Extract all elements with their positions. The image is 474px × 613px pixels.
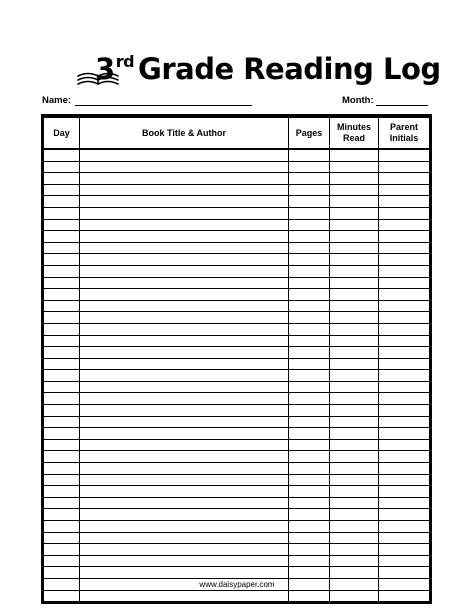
- book-title-cell[interactable]: [80, 405, 289, 417]
- day-cell[interactable]: [44, 242, 80, 254]
- day-cell[interactable]: [44, 521, 80, 533]
- book-title-cell[interactable]: [80, 300, 289, 312]
- minutes-read-cell[interactable]: [330, 219, 379, 231]
- day-cell[interactable]: [44, 196, 80, 208]
- table-row: [44, 219, 430, 231]
- parent-initials-cell[interactable]: [379, 486, 430, 498]
- table-row: [44, 161, 430, 173]
- parent-initials-cell[interactable]: [379, 393, 430, 405]
- table-row: [44, 265, 430, 277]
- pages-cell[interactable]: [289, 207, 330, 219]
- minutes-read-cell[interactable]: [330, 173, 379, 185]
- table-row: [44, 312, 430, 324]
- day-cell[interactable]: [44, 219, 80, 231]
- pages-cell[interactable]: [289, 428, 330, 440]
- table-row: [44, 428, 430, 440]
- day-cell[interactable]: [44, 463, 80, 475]
- parent-initials-cell[interactable]: [379, 509, 430, 521]
- book-title-cell[interactable]: [80, 335, 289, 347]
- minutes-read-cell[interactable]: [330, 265, 379, 277]
- parent-initials-cell[interactable]: [379, 405, 430, 417]
- book-title-cell[interactable]: [80, 428, 289, 440]
- minutes-read-cell[interactable]: [330, 347, 379, 359]
- book-title-cell[interactable]: [80, 521, 289, 533]
- book-title-cell[interactable]: [80, 393, 289, 405]
- pages-cell[interactable]: [289, 590, 330, 602]
- minutes-read-cell[interactable]: [330, 393, 379, 405]
- page-title: [95, 42, 441, 89]
- pages-cell[interactable]: [289, 439, 330, 451]
- parent-initials-cell[interactable]: [379, 451, 430, 463]
- book-title-cell[interactable]: [80, 312, 289, 324]
- pages-cell[interactable]: [289, 196, 330, 208]
- book-title-cell[interactable]: [80, 277, 289, 289]
- minutes-read-cell[interactable]: [330, 381, 379, 393]
- minutes-read-cell[interactable]: [330, 207, 379, 219]
- day-cell[interactable]: [44, 312, 80, 324]
- reading-log-table: [43, 116, 430, 602]
- pages-cell[interactable]: [289, 509, 330, 521]
- book-title-cell[interactable]: [80, 474, 289, 486]
- parent-initials-cell[interactable]: [379, 161, 430, 173]
- parent-initials-cell[interactable]: [379, 590, 430, 602]
- parent-initials-cell[interactable]: [379, 219, 430, 231]
- name-field[interactable]: [75, 105, 252, 106]
- table-row: [44, 207, 430, 219]
- parent-initials-cell[interactable]: [379, 497, 430, 509]
- book-title-cell[interactable]: [80, 289, 289, 301]
- minutes-read-cell[interactable]: [330, 323, 379, 335]
- table-row: [44, 277, 430, 289]
- table-row: [44, 381, 430, 393]
- table-row: [44, 486, 430, 498]
- minutes-read-cell[interactable]: [330, 428, 379, 440]
- pages-cell[interactable]: [289, 567, 330, 579]
- table-row: [44, 439, 430, 451]
- day-cell[interactable]: [44, 347, 80, 359]
- table-row: [44, 370, 430, 382]
- day-cell[interactable]: [44, 277, 80, 289]
- day-cell[interactable]: [44, 486, 80, 498]
- table-row: [44, 347, 430, 359]
- day-cell[interactable]: [44, 393, 80, 405]
- day-cell[interactable]: [44, 289, 80, 301]
- book-title-cell[interactable]: [80, 381, 289, 393]
- minutes-read-cell[interactable]: [330, 184, 379, 196]
- parent-initials-cell[interactable]: [379, 242, 430, 254]
- book-title-cell[interactable]: [80, 347, 289, 359]
- day-cell[interactable]: [44, 451, 80, 463]
- book-title-cell[interactable]: [80, 173, 289, 185]
- parent-initials-cell[interactable]: [379, 463, 430, 475]
- book-title-cell[interactable]: [80, 590, 289, 602]
- parent-initials-cell[interactable]: [379, 207, 430, 219]
- table-row: [44, 451, 430, 463]
- day-cell[interactable]: [44, 207, 80, 219]
- minutes-read-cell[interactable]: [330, 497, 379, 509]
- minutes-read-cell[interactable]: [330, 509, 379, 521]
- minutes-read-cell[interactable]: [330, 439, 379, 451]
- day-cell[interactable]: [44, 231, 80, 243]
- pages-cell[interactable]: [289, 289, 330, 301]
- book-title-cell[interactable]: [80, 265, 289, 277]
- minutes-read-cell[interactable]: [330, 532, 379, 544]
- pages-cell[interactable]: [289, 416, 330, 428]
- parent-initials-cell[interactable]: [379, 416, 430, 428]
- meta-row: [42, 92, 432, 108]
- parent-initials-cell[interactable]: [379, 532, 430, 544]
- day-cell[interactable]: [44, 381, 80, 393]
- book-title-cell[interactable]: [80, 463, 289, 475]
- table-row: [44, 335, 430, 347]
- parent-initials-cell[interactable]: [379, 277, 430, 289]
- column-header-parent-initials: Parent Initials: [379, 117, 430, 149]
- parent-initials-cell[interactable]: [379, 521, 430, 533]
- day-cell[interactable]: [44, 428, 80, 440]
- pages-cell[interactable]: [289, 532, 330, 544]
- day-cell[interactable]: [44, 254, 80, 266]
- table-row: [44, 463, 430, 475]
- parent-initials-cell[interactable]: [379, 428, 430, 440]
- table-row: [44, 184, 430, 196]
- name-label: Name:: [42, 95, 72, 106]
- parent-initials-cell[interactable]: [379, 265, 430, 277]
- parent-initials-cell[interactable]: [379, 474, 430, 486]
- pages-cell[interactable]: [289, 254, 330, 266]
- day-cell[interactable]: [44, 555, 80, 567]
- table-row: [44, 323, 430, 335]
- table-row: [44, 231, 430, 243]
- table-row: [44, 393, 430, 405]
- parent-initials-cell[interactable]: [379, 567, 430, 579]
- minutes-read-cell[interactable]: [330, 463, 379, 475]
- minutes-read-cell[interactable]: [330, 544, 379, 556]
- minutes-read-cell[interactable]: [330, 555, 379, 567]
- day-cell[interactable]: [44, 370, 80, 382]
- minutes-read-cell[interactable]: [330, 196, 379, 208]
- table-row: [44, 521, 430, 533]
- title-area: [0, 42, 474, 92]
- pages-cell[interactable]: [289, 173, 330, 185]
- pages-cell[interactable]: [289, 242, 330, 254]
- book-title-cell[interactable]: [80, 439, 289, 451]
- parent-initials-cell[interactable]: [379, 300, 430, 312]
- pages-cell[interactable]: [289, 405, 330, 417]
- parent-initials-cell[interactable]: [379, 173, 430, 185]
- minutes-read-cell[interactable]: [330, 521, 379, 533]
- day-cell[interactable]: [44, 439, 80, 451]
- parent-initials-cell[interactable]: [379, 555, 430, 567]
- pages-cell[interactable]: [289, 497, 330, 509]
- book-title-cell[interactable]: [80, 254, 289, 266]
- book-title-cell[interactable]: [80, 196, 289, 208]
- pages-cell[interactable]: [289, 149, 330, 161]
- book-title-cell[interactable]: [80, 532, 289, 544]
- minutes-read-cell[interactable]: [330, 289, 379, 301]
- day-cell[interactable]: [44, 497, 80, 509]
- day-cell[interactable]: [44, 358, 80, 370]
- minutes-read-cell[interactable]: [330, 231, 379, 243]
- minutes-read-cell[interactable]: [330, 149, 379, 161]
- table-row: [44, 173, 430, 185]
- pages-cell[interactable]: [289, 184, 330, 196]
- parent-initials-cell[interactable]: [379, 149, 430, 161]
- day-cell[interactable]: [44, 335, 80, 347]
- day-cell[interactable]: [44, 509, 80, 521]
- pages-cell[interactable]: [289, 300, 330, 312]
- day-cell[interactable]: [44, 532, 80, 544]
- parent-initials-cell[interactable]: [379, 347, 430, 359]
- parent-initials-cell[interactable]: [379, 231, 430, 243]
- day-cell[interactable]: [44, 567, 80, 579]
- table-row: [44, 242, 430, 254]
- table-row: [44, 300, 430, 312]
- minutes-read-cell[interactable]: [330, 474, 379, 486]
- minutes-read-cell[interactable]: [330, 254, 379, 266]
- minutes-read-cell[interactable]: [330, 300, 379, 312]
- pages-cell[interactable]: [289, 347, 330, 359]
- pages-cell[interactable]: [289, 265, 330, 277]
- pages-cell[interactable]: [289, 358, 330, 370]
- minutes-read-cell[interactable]: [330, 242, 379, 254]
- book-title-cell[interactable]: [80, 231, 289, 243]
- table-row: [44, 590, 430, 602]
- parent-initials-cell[interactable]: [379, 370, 430, 382]
- parent-initials-cell[interactable]: [379, 184, 430, 196]
- pages-cell[interactable]: [289, 451, 330, 463]
- book-title-cell[interactable]: [80, 416, 289, 428]
- pages-cell[interactable]: [289, 161, 330, 173]
- minutes-read-cell[interactable]: [330, 416, 379, 428]
- book-title-cell[interactable]: [80, 486, 289, 498]
- book-title-cell[interactable]: [80, 219, 289, 231]
- pages-cell[interactable]: [289, 219, 330, 231]
- day-cell[interactable]: [44, 149, 80, 161]
- table-row: [44, 555, 430, 567]
- minutes-read-cell[interactable]: [330, 358, 379, 370]
- book-title-cell[interactable]: [80, 555, 289, 567]
- day-cell[interactable]: [44, 265, 80, 277]
- day-cell[interactable]: [44, 474, 80, 486]
- table-body: [44, 149, 430, 602]
- minutes-read-cell[interactable]: [330, 590, 379, 602]
- book-title-cell[interactable]: [80, 567, 289, 579]
- pages-cell[interactable]: [289, 474, 330, 486]
- parent-initials-cell[interactable]: [379, 381, 430, 393]
- day-cell[interactable]: [44, 300, 80, 312]
- minutes-read-cell[interactable]: [330, 451, 379, 463]
- table-row: [44, 532, 430, 544]
- day-cell[interactable]: [44, 416, 80, 428]
- table-row: [44, 289, 430, 301]
- book-title-cell[interactable]: [80, 509, 289, 521]
- table-row: [44, 358, 430, 370]
- table-row: [44, 567, 430, 579]
- day-cell[interactable]: [44, 590, 80, 602]
- pages-cell[interactable]: [289, 544, 330, 556]
- parent-initials-cell[interactable]: [379, 544, 430, 556]
- book-title-cell[interactable]: [80, 358, 289, 370]
- parent-initials-cell[interactable]: [379, 439, 430, 451]
- book-title-cell[interactable]: [80, 370, 289, 382]
- month-label: Month:: [342, 95, 374, 106]
- table-header-row: [44, 117, 430, 149]
- day-cell[interactable]: [44, 405, 80, 417]
- pages-cell[interactable]: [289, 486, 330, 498]
- column-header-pages: Pages: [289, 117, 330, 149]
- book-title-cell[interactable]: [80, 149, 289, 161]
- month-field[interactable]: [376, 105, 428, 106]
- pages-cell[interactable]: [289, 555, 330, 567]
- parent-initials-cell[interactable]: [379, 358, 430, 370]
- column-header-minutes-read: Minutes Read: [330, 117, 379, 149]
- book-title-cell[interactable]: [80, 451, 289, 463]
- parent-initials-cell[interactable]: [379, 312, 430, 324]
- minutes-read-cell[interactable]: [330, 277, 379, 289]
- table-row: [44, 509, 430, 521]
- minutes-read-cell[interactable]: [330, 567, 379, 579]
- minutes-read-cell[interactable]: [330, 405, 379, 417]
- pages-cell[interactable]: [289, 463, 330, 475]
- book-title-cell[interactable]: [80, 544, 289, 556]
- minutes-read-cell[interactable]: [330, 335, 379, 347]
- parent-initials-cell[interactable]: [379, 196, 430, 208]
- book-title-cell[interactable]: [80, 207, 289, 219]
- pages-cell[interactable]: [289, 312, 330, 324]
- table-row: [44, 497, 430, 509]
- book-title-cell[interactable]: [80, 323, 289, 335]
- day-cell[interactable]: [44, 173, 80, 185]
- table-row: [44, 544, 430, 556]
- parent-initials-cell[interactable]: [379, 254, 430, 266]
- column-header-day: Day: [44, 117, 80, 149]
- book-title-cell[interactable]: [80, 242, 289, 254]
- pages-cell[interactable]: [289, 381, 330, 393]
- table-row: [44, 405, 430, 417]
- table-row: [44, 149, 430, 161]
- table-row: [44, 254, 430, 266]
- pages-cell[interactable]: [289, 521, 330, 533]
- pages-cell[interactable]: [289, 393, 330, 405]
- table-row: [44, 474, 430, 486]
- minutes-read-cell[interactable]: [330, 486, 379, 498]
- day-cell[interactable]: [44, 184, 80, 196]
- pages-cell[interactable]: [289, 335, 330, 347]
- table-row: [44, 416, 430, 428]
- book-title-cell[interactable]: [80, 184, 289, 196]
- title-text: Grade Reading Log: [138, 52, 441, 86]
- table-row: [44, 196, 430, 208]
- day-cell[interactable]: [44, 323, 80, 335]
- pages-cell[interactable]: [289, 323, 330, 335]
- parent-initials-cell[interactable]: [379, 289, 430, 301]
- footer-url: www.daisypaper.com: [199, 580, 275, 589]
- minutes-read-cell[interactable]: [330, 312, 379, 324]
- title-ordinal: 3: [95, 52, 115, 86]
- day-cell[interactable]: [44, 544, 80, 556]
- column-header-book-title-author: Book Title & Author: [80, 117, 289, 149]
- day-cell[interactable]: [44, 161, 80, 173]
- parent-initials-cell[interactable]: [379, 323, 430, 335]
- minutes-read-cell[interactable]: [330, 161, 379, 173]
- book-title-cell[interactable]: [80, 161, 289, 173]
- book-title-cell[interactable]: [80, 497, 289, 509]
- pages-cell[interactable]: [289, 370, 330, 382]
- pages-cell[interactable]: [289, 277, 330, 289]
- minutes-read-cell[interactable]: [330, 370, 379, 382]
- parent-initials-cell[interactable]: [379, 335, 430, 347]
- pages-cell[interactable]: [289, 231, 330, 243]
- title-ordinal-suffix: rd: [115, 52, 135, 71]
